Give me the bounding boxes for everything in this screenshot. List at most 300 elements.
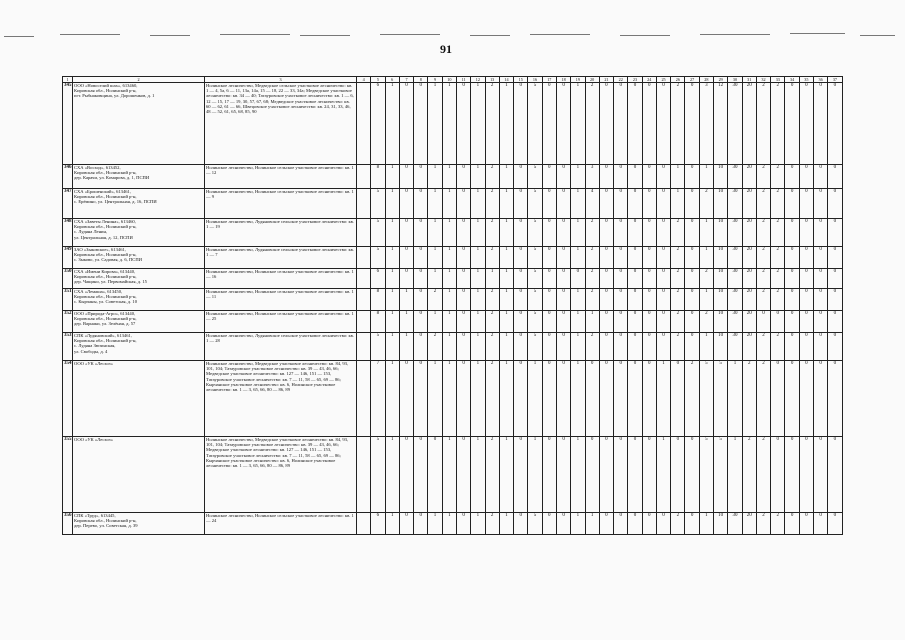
value-cell: 0 bbox=[599, 269, 613, 289]
value-cell: 30 bbox=[728, 513, 742, 535]
value-cell: 0 bbox=[456, 437, 470, 513]
value-cell: 1 bbox=[585, 311, 599, 333]
value-cell: 0 bbox=[814, 189, 828, 219]
value-cell: 0 bbox=[642, 437, 656, 513]
value-cell bbox=[357, 189, 371, 219]
table-row bbox=[63, 189, 843, 219]
value-cell: 2 bbox=[485, 189, 499, 219]
value-cell: 2 bbox=[485, 165, 499, 189]
value-cell: 6 bbox=[371, 269, 385, 289]
value-cell: 20 bbox=[742, 83, 756, 165]
value-cell: 1 bbox=[571, 437, 585, 513]
value-cell: 2 bbox=[742, 361, 756, 437]
organization-cell: СПК «Лудяновский», 613461, Кировская обл., Нолинский р-н, с. Лудяна Зюзинская, ул. Свободы, д. 4 bbox=[73, 333, 205, 361]
data-table bbox=[62, 76, 843, 535]
column-header: 31 bbox=[742, 77, 756, 83]
value-cell: 0 bbox=[571, 269, 585, 289]
value-cell: 10 bbox=[714, 333, 728, 361]
value-cell: 0 bbox=[642, 513, 656, 535]
value-cell: 0 bbox=[671, 361, 685, 437]
value-cell: 1 bbox=[428, 189, 442, 219]
value-cell: 30 bbox=[728, 219, 742, 247]
value-cell: 1 bbox=[442, 361, 456, 437]
value-cell: 0 bbox=[556, 289, 570, 311]
value-cell: 0 bbox=[628, 247, 642, 269]
value-cell: 5 bbox=[371, 437, 385, 513]
value-cell: 0 bbox=[685, 437, 699, 513]
column-header: 21 bbox=[599, 77, 613, 83]
value-cell: 0 bbox=[614, 83, 628, 165]
value-cell: 1 bbox=[442, 219, 456, 247]
value-cell: 1 bbox=[442, 437, 456, 513]
row-number: 345 bbox=[63, 83, 73, 165]
value-cell: 1 bbox=[385, 311, 399, 333]
value-cell: 2 bbox=[771, 247, 785, 269]
value-cell: 1 bbox=[728, 361, 742, 437]
organization-cell: ЗАО «Зыковское», 613461, Кировская обл., Нолинский р-н, с. Зыково, ул. Садовая, д. 6, ПСПИ bbox=[73, 247, 205, 269]
value-cell: 0 bbox=[414, 269, 428, 289]
value-cell: 0 bbox=[514, 437, 528, 513]
value-cell: 1 bbox=[471, 269, 485, 289]
value-cell: 2 bbox=[756, 333, 770, 361]
value-cell: 0 bbox=[399, 189, 413, 219]
value-cell: 2 bbox=[585, 289, 599, 311]
value-cell: 1 bbox=[385, 83, 399, 165]
column-header: 36 bbox=[814, 77, 828, 83]
value-cell: 1 bbox=[385, 437, 399, 513]
value-cell: 2 bbox=[485, 247, 499, 269]
value-cell: 0 bbox=[628, 513, 642, 535]
column-header: 9 bbox=[428, 77, 442, 83]
column-header: 1 bbox=[63, 77, 73, 83]
value-cell: 1 bbox=[499, 83, 513, 165]
value-cell: 0 bbox=[556, 361, 570, 437]
column-header: 19 bbox=[571, 77, 585, 83]
value-cell: 0 bbox=[585, 437, 599, 513]
value-cell: 20 bbox=[742, 165, 756, 189]
value-cell: 2 bbox=[771, 83, 785, 165]
value-cell: 0 bbox=[456, 269, 470, 289]
value-cell: 2 bbox=[756, 165, 770, 189]
value-cell: 0 bbox=[814, 513, 828, 535]
value-cell: 1 bbox=[428, 361, 442, 437]
value-cell: 2 bbox=[771, 269, 785, 289]
value-cell: 0 bbox=[585, 361, 599, 437]
value-cell: 10 bbox=[714, 165, 728, 189]
row-number: 346 bbox=[63, 165, 73, 189]
value-cell: 0 bbox=[828, 437, 842, 513]
value-cell: 0 bbox=[542, 247, 556, 269]
forestry-cell: Нолинское лесничество, Нолинское сельское участковое лесничество: кв. 1 — 9 bbox=[205, 189, 357, 219]
value-cell: 5 bbox=[699, 437, 713, 513]
value-cell: 2 bbox=[671, 269, 685, 289]
value-cell: 0 bbox=[599, 83, 613, 165]
forestry-cell: Нолинское лесничество, Лудяновское сельское участковое лесничество: кв. 1 — 7 bbox=[205, 247, 357, 269]
value-cell: 2 bbox=[756, 83, 770, 165]
value-cell: 8 bbox=[371, 289, 385, 311]
value-cell: 1 bbox=[399, 289, 413, 311]
value-cell: 2 bbox=[671, 219, 685, 247]
value-cell: 0 bbox=[514, 83, 528, 165]
value-cell: 0 bbox=[642, 189, 656, 219]
value-cell: 0 bbox=[685, 219, 699, 247]
value-cell: 1 bbox=[571, 361, 585, 437]
table-row bbox=[63, 333, 843, 361]
value-cell: 0 bbox=[399, 247, 413, 269]
value-cell: 30 bbox=[728, 269, 742, 289]
value-cell: 30 bbox=[728, 247, 742, 269]
value-cell: 1 bbox=[571, 165, 585, 189]
value-cell: 1 bbox=[499, 437, 513, 513]
value-cell: 1 bbox=[699, 165, 713, 189]
value-cell: 2 bbox=[771, 289, 785, 311]
value-cell: 1 bbox=[499, 247, 513, 269]
value-cell: 1 bbox=[385, 333, 399, 361]
value-cell: 0 bbox=[456, 165, 470, 189]
value-cell: 2 bbox=[585, 269, 599, 289]
row-number: 352 bbox=[63, 311, 73, 333]
value-cell: 0 bbox=[799, 333, 813, 361]
value-cell: 20 bbox=[742, 189, 756, 219]
value-cell: 0 bbox=[642, 219, 656, 247]
value-cell: 0 bbox=[685, 247, 699, 269]
table-row bbox=[63, 247, 843, 269]
organization-cell: ООО «Природа-Агро», 613440, Кировская обл., Нолинский р-н, дер. Варнаки, ул. Зелёная, д. 57 bbox=[73, 311, 205, 333]
value-cell: 0 bbox=[414, 333, 428, 361]
column-header: 24 bbox=[642, 77, 656, 83]
table-row bbox=[63, 361, 843, 437]
value-cell: 0 bbox=[785, 513, 799, 535]
column-header: 12 bbox=[471, 77, 485, 83]
value-cell: 1 bbox=[528, 361, 542, 437]
organization-cell: СХА «Имени Кирова», 613440, Кировская обл., Нолинский р-н, дер. Чащино, ул. Первомайская, д. 15 bbox=[73, 269, 205, 289]
column-header: 23 bbox=[628, 77, 642, 83]
value-cell: 10 bbox=[714, 269, 728, 289]
value-cell: 0 bbox=[628, 165, 642, 189]
value-cell: 0 bbox=[614, 513, 628, 535]
value-cell: 1 bbox=[385, 219, 399, 247]
value-cell: 1 bbox=[442, 311, 456, 333]
value-cell: 0 bbox=[414, 83, 428, 165]
value-cell: 0 bbox=[628, 269, 642, 289]
value-cell: 0 bbox=[456, 289, 470, 311]
value-cell: 1 bbox=[428, 83, 442, 165]
value-cell: 1 bbox=[442, 189, 456, 219]
value-cell: 0 bbox=[628, 219, 642, 247]
column-header: 37 bbox=[828, 77, 842, 83]
value-cell: 0 bbox=[756, 311, 770, 333]
value-cell: 0 bbox=[671, 437, 685, 513]
value-cell: 3 bbox=[699, 83, 713, 165]
value-cell: 0 bbox=[799, 437, 813, 513]
value-cell: 0 bbox=[456, 189, 470, 219]
column-header: 10 bbox=[442, 77, 456, 83]
value-cell: 0 bbox=[799, 247, 813, 269]
column-header: 4 bbox=[357, 77, 371, 83]
value-cell: 0 bbox=[785, 311, 799, 333]
value-cell: 0 bbox=[614, 333, 628, 361]
value-cell: 2 bbox=[485, 513, 499, 535]
value-cell: 0 bbox=[556, 189, 570, 219]
value-cell: 0 bbox=[514, 269, 528, 289]
value-cell: 0 bbox=[685, 513, 699, 535]
value-cell: 0 bbox=[599, 189, 613, 219]
value-cell: 0 bbox=[599, 247, 613, 269]
value-cell: 20 bbox=[742, 289, 756, 311]
organization-cell: ООО «УК «Лесхоз» bbox=[73, 437, 205, 513]
value-cell: 0 bbox=[614, 437, 628, 513]
value-cell: 1 bbox=[385, 247, 399, 269]
value-cell: 1 bbox=[571, 247, 585, 269]
value-cell: 1 bbox=[499, 361, 513, 437]
value-cell: 1 bbox=[699, 219, 713, 247]
value-cell: 0 bbox=[456, 361, 470, 437]
value-cell: 0 bbox=[556, 219, 570, 247]
value-cell: 0 bbox=[456, 247, 470, 269]
value-cell bbox=[357, 269, 371, 289]
value-cell: 0 bbox=[556, 247, 570, 269]
value-cell: 0 bbox=[642, 83, 656, 165]
value-cell: 0 bbox=[642, 311, 656, 333]
column-header: 6 bbox=[385, 77, 399, 83]
value-cell: 2 bbox=[428, 333, 442, 361]
value-cell: 8 bbox=[371, 311, 385, 333]
forestry-cell: Нолинское лесничество, Медведское сельское участковое лесничество: кв. 1 — 4, 5а, 6 — 11, 13а, 14а, 15 — 18, 22 — 33, 34а; Медведское участковое лесничество: кв. 34 — 40; Татауровское участковое лесничество: кв. 1 — 6, 12 — 15, 17 — 19, 30, 57, 67, 68; Медведское участковое лесничество: кв. 60 — 62, 61 — 66, Швецовское участковое лесничество: кв. 24, 31, 33, 46, 48 — 52, 61, 65, 68, 85, 90 bbox=[205, 83, 357, 165]
value-cell bbox=[357, 289, 371, 311]
value-cell: 0 bbox=[814, 437, 828, 513]
forestry-cell: Нолинское лесничество, Нолинское сельское участковое лесничество: кв. 1 — 12 bbox=[205, 165, 357, 189]
value-cell: 0 bbox=[514, 513, 528, 535]
value-cell: 1 bbox=[728, 437, 742, 513]
value-cell: 20 bbox=[742, 269, 756, 289]
value-cell: 5 bbox=[699, 361, 713, 437]
value-cell: 0 bbox=[799, 219, 813, 247]
value-cell: 5 bbox=[714, 437, 728, 513]
value-cell bbox=[357, 437, 371, 513]
value-cell: 12 bbox=[714, 83, 728, 165]
value-cell: 30 bbox=[728, 333, 742, 361]
table-row bbox=[63, 165, 843, 189]
value-cell: 0 bbox=[599, 361, 613, 437]
value-cell: 0 bbox=[799, 83, 813, 165]
value-cell: 0 bbox=[656, 269, 670, 289]
value-cell: 0 bbox=[414, 219, 428, 247]
value-cell: 1 bbox=[571, 219, 585, 247]
value-cell: 2 bbox=[485, 83, 499, 165]
value-cell: 10 bbox=[714, 311, 728, 333]
value-cell: 7 bbox=[371, 361, 385, 437]
value-cell: 0 bbox=[785, 269, 799, 289]
column-header: 30 bbox=[728, 77, 742, 83]
value-cell: 0 bbox=[642, 165, 656, 189]
value-cell: 0 bbox=[599, 219, 613, 247]
value-cell: 1 bbox=[442, 165, 456, 189]
value-cell: 30 bbox=[728, 189, 742, 219]
scan-artifacts bbox=[0, 0, 905, 50]
value-cell: 0 bbox=[814, 219, 828, 247]
value-cell: 0 bbox=[814, 333, 828, 361]
value-cell: 0 bbox=[456, 333, 470, 361]
value-cell: 5 bbox=[528, 189, 542, 219]
value-cell: 0 bbox=[414, 289, 428, 311]
value-cell: 0 bbox=[656, 83, 670, 165]
value-cell: 0 bbox=[785, 437, 799, 513]
value-cell: 0 bbox=[514, 247, 528, 269]
value-cell: 2 bbox=[671, 289, 685, 311]
value-cell: 20 bbox=[742, 513, 756, 535]
organization-cell: СХА «Лемаша», 613450, Кировская обл., Нолинский р-н, с. Кырчаны, ул. Советская, д. 10 bbox=[73, 289, 205, 311]
value-cell: 0 bbox=[456, 513, 470, 535]
value-cell: 1 bbox=[585, 513, 599, 535]
value-cell: 0 bbox=[614, 247, 628, 269]
value-cell: 0 bbox=[456, 311, 470, 333]
value-cell: 0 bbox=[656, 219, 670, 247]
value-cell: 0 bbox=[599, 311, 613, 333]
value-cell: 1 bbox=[485, 269, 499, 289]
value-cell: 2 bbox=[671, 513, 685, 535]
column-header: 33 bbox=[771, 77, 785, 83]
value-cell: 0 bbox=[799, 189, 813, 219]
value-cell: 0 bbox=[799, 361, 813, 437]
value-cell: 0 bbox=[828, 247, 842, 269]
value-cell: 0 bbox=[628, 311, 642, 333]
organization-cell: СХА «Брошенский», 613461, Кировская обл., Нолинский р-н, с. Ерёмино, ул. Центральная, д. 16, ПСПИ bbox=[73, 189, 205, 219]
forestry-cell: Нолинское лесничество, Нолинское сельское участковое лесничество: кв. 1 — 25 bbox=[205, 311, 357, 333]
value-cell: 0 bbox=[642, 289, 656, 311]
value-cell: 0 bbox=[542, 311, 556, 333]
value-cell: 1 bbox=[499, 189, 513, 219]
value-cell: 0 bbox=[542, 83, 556, 165]
value-cell: 0 bbox=[556, 165, 570, 189]
value-cell: 0 bbox=[785, 219, 799, 247]
value-cell: 2 bbox=[671, 247, 685, 269]
forestry-cell: Нолинское лесничество, Медведское участковое лесничество: кв. 84, 93, 101, 104; Татауровское участковое лесничество: кв. 39 — 43, 46, 66; Медведское участковое лесничество: кв. 127 — 146, 151 — 153, Татауровское участковое лесничество: кв. 7 — 11, 58 — 65, 69 — 86; Кырчанское участковое лесничество: кв. 6, Нолинское участковое лесничество: кв. 1 — 3, 65, 66, 80 — 86, 89 bbox=[205, 437, 357, 513]
value-cell: 2 bbox=[756, 189, 770, 219]
row-number: 347 bbox=[63, 189, 73, 219]
value-cell bbox=[357, 83, 371, 165]
column-header: 7 bbox=[399, 77, 413, 83]
value-cell: 1 bbox=[499, 311, 513, 333]
value-cell: 0 bbox=[828, 165, 842, 189]
value-cell: 1 bbox=[428, 165, 442, 189]
forestry-cell: Нолинское лесничество, Медведское участковое лесничество: кв. 84, 93, 101, 104; Татауровское участковое лесничество: кв. 39 — 43, 46, 66; Медведское участковое лесничество: кв. 127 — 146, 151 — 153, Татауровское участковое лесничество: кв. 7 — 11, 58 — 65, 69 — 86; Кырчанское участковое лесничество: кв. 6, Нолинское участковое лесничество: кв. 1 — 3, 65, 66, 80 — 86, 89 bbox=[205, 361, 357, 437]
value-cell: 0 bbox=[642, 247, 656, 269]
value-cell: 0 bbox=[599, 437, 613, 513]
value-cell: 0 bbox=[414, 361, 428, 437]
table-row bbox=[63, 437, 843, 513]
row-number: 349 bbox=[63, 247, 73, 269]
value-cell bbox=[357, 165, 371, 189]
forestry-cell: Нолинское лесничество, Нолинское сельское участковое лесничество: кв. 1 — 24 bbox=[205, 513, 357, 535]
value-cell: 1 bbox=[571, 289, 585, 311]
value-cell: 1 bbox=[442, 289, 456, 311]
value-cell: 0 bbox=[785, 247, 799, 269]
value-cell: 1 bbox=[656, 361, 670, 437]
value-cell: 2 bbox=[485, 289, 499, 311]
value-cell: 0 bbox=[814, 289, 828, 311]
forestry-cell: Нолинское лесничество, Лудяновское сельское участковое лесничество: кв. 1 — 28 bbox=[205, 333, 357, 361]
value-cell: 1 bbox=[699, 247, 713, 269]
value-cell: 0 bbox=[771, 437, 785, 513]
value-cell: 1 bbox=[442, 333, 456, 361]
value-cell: 0 bbox=[514, 361, 528, 437]
row-number: 353 bbox=[63, 333, 73, 361]
value-cell: 0 bbox=[828, 333, 842, 361]
value-cell: 1 bbox=[571, 513, 585, 535]
column-header: 3 bbox=[205, 77, 357, 83]
value-cell: 0 bbox=[628, 83, 642, 165]
value-cell: 0 bbox=[656, 247, 670, 269]
value-cell: 0 bbox=[614, 289, 628, 311]
value-cell: 1 bbox=[428, 269, 442, 289]
value-cell: 1 bbox=[671, 189, 685, 219]
value-cell: 1 bbox=[385, 289, 399, 311]
value-cell: 2 bbox=[485, 219, 499, 247]
value-cell: 0 bbox=[614, 189, 628, 219]
value-cell: 1 bbox=[442, 83, 456, 165]
value-cell: 1 bbox=[499, 219, 513, 247]
value-cell: 0 bbox=[414, 513, 428, 535]
value-cell: 0 bbox=[542, 333, 556, 361]
value-cell: 1 bbox=[471, 165, 485, 189]
value-cell: 0 bbox=[685, 289, 699, 311]
value-cell: 0 bbox=[685, 269, 699, 289]
value-cell: 1 bbox=[399, 333, 413, 361]
value-cell: 0 bbox=[628, 189, 642, 219]
value-cell: 2 bbox=[485, 437, 499, 513]
value-cell: 1 bbox=[442, 247, 456, 269]
value-cell: 0 bbox=[514, 289, 528, 311]
column-header: 26 bbox=[671, 77, 685, 83]
value-cell: 1 bbox=[471, 247, 485, 269]
value-cell: 0 bbox=[685, 83, 699, 165]
value-cell: 1 bbox=[385, 513, 399, 535]
value-cell: 1 bbox=[471, 513, 485, 535]
value-cell: 0 bbox=[656, 289, 670, 311]
value-cell: 2 bbox=[485, 361, 499, 437]
column-header: 14 bbox=[499, 77, 513, 83]
value-cell: 0 bbox=[656, 333, 670, 361]
value-cell: 0 bbox=[514, 165, 528, 189]
value-cell: 0 bbox=[799, 269, 813, 289]
value-cell: 2 bbox=[685, 361, 699, 437]
value-cell: 0 bbox=[456, 83, 470, 165]
value-cell bbox=[357, 513, 371, 535]
value-cell: 6 bbox=[371, 83, 385, 165]
value-cell: 1 bbox=[471, 219, 485, 247]
value-cell: 0 bbox=[628, 289, 642, 311]
value-cell: 2 bbox=[485, 311, 499, 333]
value-cell: 2 bbox=[671, 311, 685, 333]
column-header: 18 bbox=[556, 77, 570, 83]
column-header: 5 bbox=[371, 77, 385, 83]
value-cell: 1 bbox=[471, 189, 485, 219]
value-cell: 0 bbox=[614, 361, 628, 437]
value-cell: 0 bbox=[785, 83, 799, 165]
column-header: 8 bbox=[414, 77, 428, 83]
column-header: 29 bbox=[714, 77, 728, 83]
value-cell: 30 bbox=[728, 311, 742, 333]
value-cell: 2 bbox=[756, 513, 770, 535]
value-cell: 0 bbox=[542, 189, 556, 219]
organization-cell: ООО «УК «Лесхоз» bbox=[73, 361, 205, 437]
value-cell: 0 bbox=[628, 333, 642, 361]
value-cell: 2 bbox=[742, 437, 756, 513]
value-cell: 1 bbox=[428, 311, 442, 333]
value-cell: 2 bbox=[771, 189, 785, 219]
value-cell: 0 bbox=[599, 513, 613, 535]
value-cell: 0 bbox=[556, 333, 570, 361]
